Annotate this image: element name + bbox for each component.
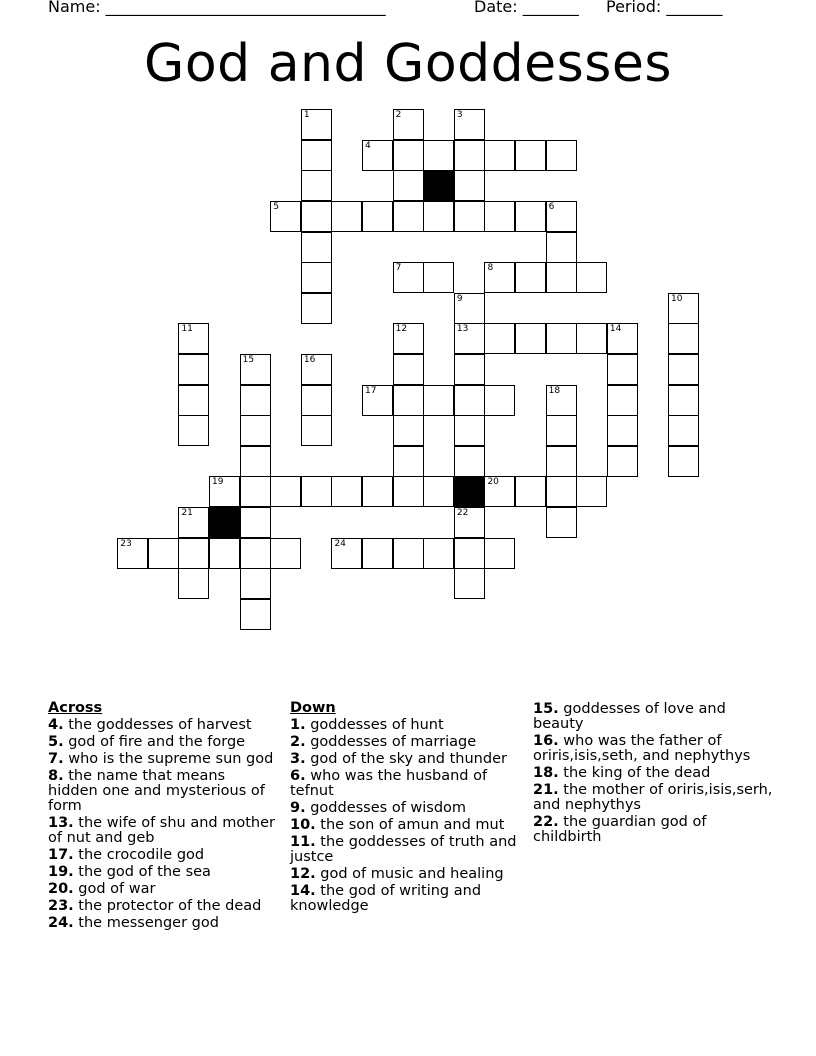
grid-cell[interactable] <box>393 354 424 385</box>
grid-cell[interactable] <box>240 538 271 569</box>
clue-number: 7. <box>48 751 64 767</box>
name-field[interactable]: Name: ___________________________________ <box>48 0 386 16</box>
grid-cell[interactable] <box>148 538 179 569</box>
grid-cell[interactable] <box>393 323 424 354</box>
clue-text: who was the father of oriris,isis,seth, and nephythys <box>533 733 751 764</box>
grid-cell[interactable] <box>607 354 638 385</box>
clue-text: goddesses of wisdom <box>305 800 467 816</box>
clue-number: 3 <box>456 110 463 121</box>
grid-cell[interactable] <box>546 140 577 171</box>
grid-cell[interactable] <box>423 140 454 171</box>
grid-cell[interactable] <box>423 476 454 507</box>
clue-item <box>290 818 522 833</box>
clue-item <box>48 735 278 750</box>
clue-text: who was the husband of tefnut <box>290 768 488 799</box>
grid-cell[interactable] <box>484 323 515 354</box>
grid-cell[interactable] <box>515 323 546 354</box>
clue-item <box>48 769 278 814</box>
grid-cell[interactable] <box>301 109 332 140</box>
grid-cell[interactable] <box>301 262 332 293</box>
grid-cell[interactable] <box>454 415 485 446</box>
clue-number: 2 <box>395 110 402 121</box>
clue-number: 4. <box>48 717 64 733</box>
grid-cell[interactable] <box>178 354 209 385</box>
grid-cell[interactable] <box>117 538 148 569</box>
grid-cell[interactable] <box>240 446 271 477</box>
clue-item <box>48 916 278 931</box>
grid-cell[interactable] <box>301 354 332 385</box>
grid-cell[interactable] <box>209 538 240 569</box>
clue-item <box>290 884 522 914</box>
down-heading: Down <box>290 700 336 716</box>
grid-cell[interactable] <box>668 354 699 385</box>
grid-cell[interactable] <box>546 476 577 507</box>
grid-cell[interactable] <box>301 415 332 446</box>
clue-number: 10. <box>290 817 316 833</box>
clue-number: 16 <box>303 355 316 366</box>
clue-number: 13. <box>48 815 74 831</box>
black-square <box>423 170 454 201</box>
clue-number: 17 <box>365 385 377 396</box>
date-field[interactable]: Date: _______ <box>474 0 579 16</box>
clue-item <box>290 735 522 750</box>
grid-cell[interactable] <box>484 201 515 232</box>
grid-cell[interactable] <box>546 446 577 477</box>
down-clues-col2 <box>533 702 773 847</box>
clue-text: the son of amun and mut <box>315 817 505 833</box>
clue-number: 2. <box>290 734 306 750</box>
clue-number: 10 <box>671 293 683 304</box>
clue-number: 5 <box>273 202 279 213</box>
grid-cell[interactable] <box>454 140 485 171</box>
clue-number: 3. <box>290 751 306 767</box>
clue-number: 14. <box>290 883 316 899</box>
grid-cell[interactable] <box>546 262 577 293</box>
grid-cell[interactable] <box>484 476 515 507</box>
grid-cell[interactable] <box>484 140 515 171</box>
black-square <box>209 507 240 538</box>
grid-cell[interactable] <box>393 446 424 477</box>
grid-cell[interactable] <box>515 201 546 232</box>
clue-item <box>533 702 773 732</box>
clue-text: the mother of oriris,isis,serh, and nephythys <box>533 782 773 813</box>
clue-number: 22 <box>456 508 469 519</box>
grid-cell[interactable] <box>301 293 332 324</box>
grid-cell[interactable] <box>454 446 485 477</box>
grid-cell[interactable] <box>423 385 454 416</box>
grid-cell[interactable] <box>362 476 393 507</box>
across-heading: Across <box>48 700 103 716</box>
grid-cell[interactable] <box>393 201 424 232</box>
grid-cell[interactable] <box>454 109 485 140</box>
grid-cell[interactable] <box>546 385 577 416</box>
grid-cell[interactable] <box>331 538 362 569</box>
grid-cell[interactable] <box>423 201 454 232</box>
grid-cell[interactable] <box>301 385 332 416</box>
clue-number: 13 <box>456 324 469 335</box>
grid-cell[interactable] <box>576 476 607 507</box>
clue-item <box>533 815 773 845</box>
clue-text: the god of writing and knowledge <box>290 883 482 914</box>
clue-number: 18 <box>548 385 561 396</box>
clue-number: 1. <box>290 717 306 733</box>
grid-cell[interactable] <box>270 476 301 507</box>
clue-text: who is the supreme sun god <box>63 751 274 767</box>
grid-cell[interactable] <box>240 599 271 630</box>
grid-cell[interactable] <box>484 385 515 416</box>
grid-cell[interactable] <box>607 415 638 446</box>
clue-item <box>48 752 278 767</box>
grid-cell[interactable] <box>515 140 546 171</box>
grid-cell[interactable] <box>668 293 699 324</box>
clue-item <box>290 867 522 882</box>
grid-cell[interactable] <box>240 354 271 385</box>
clue-number: 6 <box>548 202 555 213</box>
grid-cell[interactable] <box>576 323 607 354</box>
clue-item <box>48 865 278 880</box>
clue-number: 1 <box>303 110 310 121</box>
clue-item <box>48 848 278 863</box>
grid-cell[interactable] <box>484 538 515 569</box>
clue-item <box>48 882 278 897</box>
clue-text: the crocodile god <box>73 847 205 863</box>
grid-cell[interactable] <box>178 507 209 538</box>
clue-number: 21 <box>181 508 193 519</box>
grid-cell[interactable] <box>668 323 699 354</box>
clue-item <box>290 801 522 816</box>
grid-cell[interactable] <box>393 140 424 171</box>
grid-cell[interactable] <box>515 262 546 293</box>
clue-number: 21. <box>533 782 559 798</box>
grid-cell[interactable] <box>668 446 699 477</box>
grid-cell[interactable] <box>546 415 577 446</box>
grid-cell[interactable] <box>178 538 209 569</box>
grid-cell[interactable] <box>607 385 638 416</box>
grid-cell[interactable] <box>454 293 485 324</box>
grid-cell[interactable] <box>301 140 332 171</box>
clue-number: 20 <box>487 477 499 488</box>
clue-number: 14 <box>609 324 622 335</box>
clue-number: 17. <box>48 847 74 863</box>
page-title: God and Goddesses <box>144 34 672 94</box>
clue-number: 12. <box>290 866 316 882</box>
clue-number: 4 <box>365 140 371 151</box>
clue-number: 7 <box>395 263 402 274</box>
clue-number: 12 <box>395 324 408 335</box>
clue-number: 18. <box>533 765 559 781</box>
black-square <box>454 476 485 507</box>
grid-cell[interactable] <box>515 476 546 507</box>
grid-cell[interactable] <box>240 568 271 599</box>
clue-item <box>48 718 278 733</box>
clue-item <box>290 769 522 799</box>
clue-number: 11. <box>290 834 316 850</box>
grid-cell[interactable] <box>393 538 424 569</box>
grid-cell[interactable] <box>301 201 332 232</box>
clue-text: the goddesses of harvest <box>63 717 252 733</box>
grid-cell[interactable] <box>240 385 271 416</box>
grid-cell[interactable] <box>362 385 393 416</box>
grid-cell[interactable] <box>270 538 301 569</box>
clue-number: 11 <box>181 324 193 335</box>
grid-cell[interactable] <box>454 323 485 354</box>
grid-cell[interactable] <box>546 201 577 232</box>
clue-number: 16. <box>533 733 559 749</box>
down-clues-col1 <box>290 700 522 916</box>
clue-number: 24 <box>334 538 346 549</box>
grid-cell[interactable] <box>393 385 424 416</box>
clue-number: 23. <box>48 898 74 914</box>
clue-number: 8. <box>48 768 64 784</box>
grid-cell[interactable] <box>301 232 332 263</box>
grid-cell[interactable] <box>178 385 209 416</box>
grid-cell[interactable] <box>607 323 638 354</box>
clue-text: the wife of shu and mother of nut and geb <box>48 815 275 846</box>
grid-cell[interactable] <box>423 538 454 569</box>
grid-cell[interactable] <box>362 201 393 232</box>
clue-number: 9 <box>456 293 463 304</box>
grid-cell[interactable] <box>270 201 301 232</box>
clue-number: 5. <box>48 734 64 750</box>
grid-cell[interactable] <box>331 476 362 507</box>
clue-number: 6. <box>290 768 306 784</box>
clue-text: god of fire and the forge <box>63 734 246 750</box>
clue-item <box>533 766 773 781</box>
clue-text: the king of the dead <box>558 765 711 781</box>
grid-cell[interactable] <box>454 385 485 416</box>
clue-number: 19 <box>212 477 224 488</box>
grid-cell[interactable] <box>301 476 332 507</box>
grid-cell[interactable] <box>240 507 271 538</box>
clue-text: goddesses of hunt <box>305 717 444 733</box>
grid-cell[interactable] <box>454 538 485 569</box>
clue-text: the guardian god of childbirth <box>533 814 707 845</box>
clue-number: 9. <box>290 800 306 816</box>
grid-cell[interactable] <box>178 323 209 354</box>
clue-text: the messenger god <box>73 915 219 931</box>
grid-cell[interactable] <box>546 323 577 354</box>
clue-text: the name that means hidden one and mysterious of form <box>48 768 265 814</box>
across-clues <box>48 700 278 933</box>
clue-text: god of the sky and thunder <box>305 751 507 767</box>
clue-text: the goddesses of truth and justce <box>290 834 517 865</box>
period-field[interactable]: Period: _______ <box>606 0 723 16</box>
clue-item <box>533 783 773 813</box>
clue-number: 24. <box>48 915 74 931</box>
grid-cell[interactable] <box>546 507 577 538</box>
grid-cell[interactable] <box>484 262 515 293</box>
grid-cell[interactable] <box>454 568 485 599</box>
grid-cell[interactable] <box>393 262 424 293</box>
grid-cell[interactable] <box>393 170 424 201</box>
grid-cell[interactable] <box>393 415 424 446</box>
clue-text: god of music and healing <box>315 866 504 882</box>
clue-number: 22. <box>533 814 559 830</box>
clue-number: 15 <box>242 355 255 366</box>
clue-number: 20. <box>48 881 74 897</box>
clue-text: god of war <box>73 881 156 897</box>
clue-item <box>533 734 773 764</box>
grid-cell[interactable] <box>178 568 209 599</box>
clue-text: goddesses of marriage <box>305 734 477 750</box>
grid-cell[interactable] <box>209 476 240 507</box>
clue-item <box>290 752 522 767</box>
grid-cell[interactable] <box>454 354 485 385</box>
grid-cell[interactable] <box>331 201 362 232</box>
clue-item <box>48 899 278 914</box>
grid-cell[interactable] <box>240 415 271 446</box>
grid-cell[interactable] <box>240 476 271 507</box>
clue-text: the god of the sea <box>73 864 211 880</box>
grid-cell[interactable] <box>576 262 607 293</box>
clue-item <box>290 718 522 733</box>
grid-cell[interactable] <box>668 385 699 416</box>
grid-cell[interactable] <box>546 232 577 263</box>
clue-number: 23 <box>120 538 132 549</box>
grid-cell[interactable] <box>362 538 393 569</box>
grid-cell[interactable] <box>454 201 485 232</box>
grid-cell[interactable] <box>454 507 485 538</box>
clue-text: the protector of the dead <box>73 898 262 914</box>
grid-cell[interactable] <box>607 446 638 477</box>
clue-number: 15. <box>533 701 559 717</box>
clue-number: 8 <box>487 263 494 274</box>
grid-cell[interactable] <box>301 170 332 201</box>
clue-item <box>48 816 278 846</box>
grid-cell[interactable] <box>362 140 393 171</box>
clue-number: 19. <box>48 864 74 880</box>
grid-cell[interactable] <box>178 415 209 446</box>
clue-item <box>290 835 522 865</box>
grid-cell[interactable] <box>423 262 454 293</box>
grid-cell[interactable] <box>668 415 699 446</box>
grid-cell[interactable] <box>454 170 485 201</box>
clue-text: goddesses of love and beauty <box>533 701 726 732</box>
grid-cell[interactable] <box>393 476 424 507</box>
grid-cell[interactable] <box>393 109 424 140</box>
